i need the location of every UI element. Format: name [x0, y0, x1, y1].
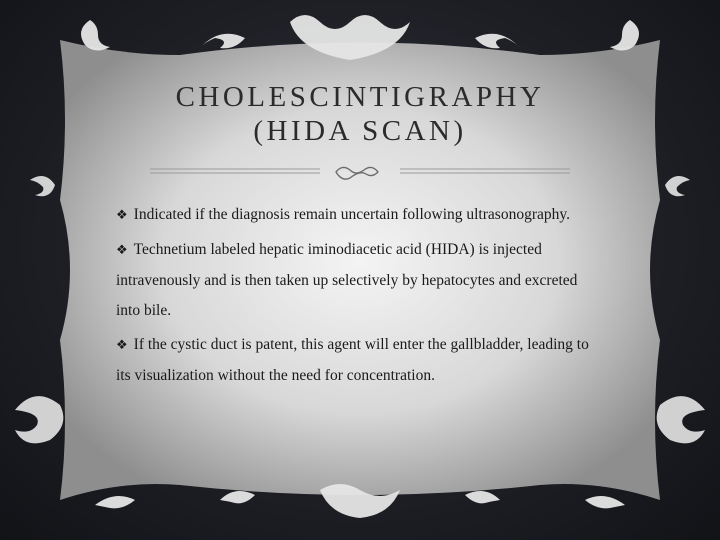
- diamond-bullet-icon: ❖: [116, 243, 128, 258]
- title-line-1: CHOLESCINTIGRAPHY: [175, 81, 545, 113]
- list-item: [116, 235, 596, 326]
- list-item: [116, 200, 596, 231]
- title-divider-flourish: [150, 160, 570, 184]
- bullet-text: If the cystic duct is patent, this agent will enter the gallbladder, leading to its visualization without the need for concentration.: [116, 336, 589, 384]
- diamond-bullet-icon: ❖: [116, 208, 128, 223]
- bullet-text: Indicated if the diagnosis remain uncertain following ultrasonography.: [133, 206, 570, 223]
- slide-title: [120, 80, 600, 148]
- title-line-2: (HIDA SCAN): [253, 115, 467, 147]
- list-item: [116, 330, 596, 391]
- bullet-list: [116, 200, 596, 395]
- bullet-text: Technetium labeled hepatic iminodiacetic acid (HIDA) is injected intravenously and is then taken up selectively by hepatocytes and excreted into bile.: [116, 241, 578, 319]
- diamond-bullet-icon: ❖: [116, 338, 128, 353]
